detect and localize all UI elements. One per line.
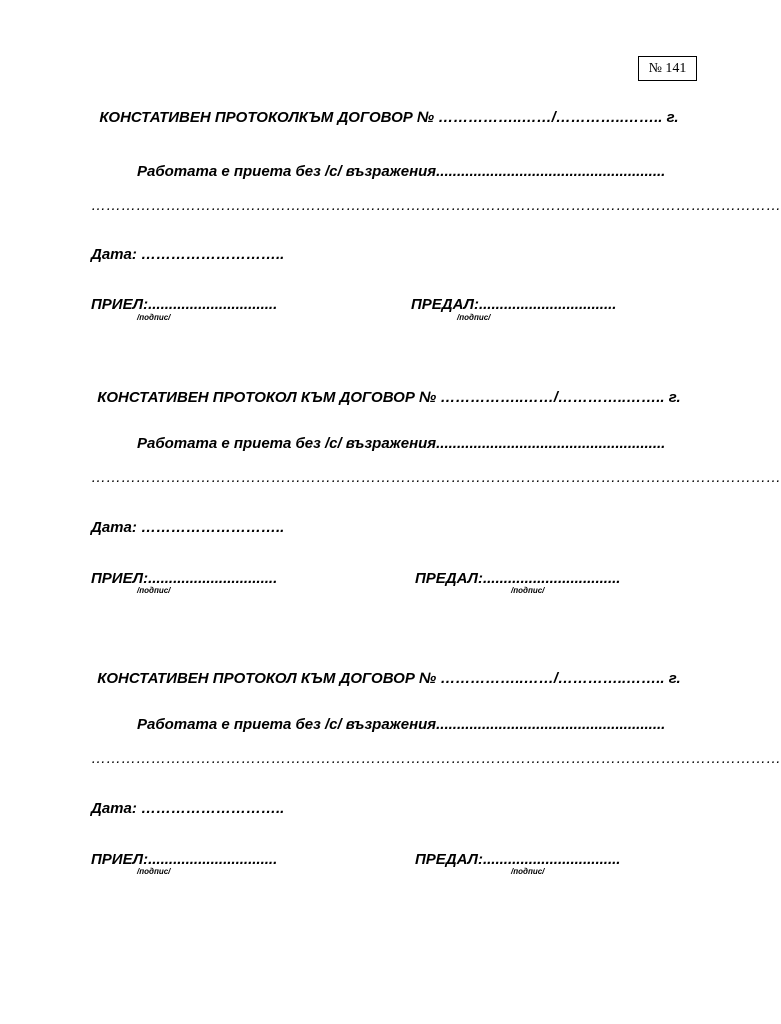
- protocol-1-work-line: Работата е приета без /с/ възражения.......................................................: [137, 163, 666, 180]
- protocol-2-date-line: Дата: ………………………..: [91, 519, 285, 536]
- protocol-3-date-line: Дата: ………………………..: [91, 800, 285, 817]
- document-number-box: № 141: [638, 56, 697, 81]
- protocol-2-dots-line: …………………………………………………………………………………………………………………………: [91, 469, 781, 486]
- protocol-1-dots-line: …………………………………………………………………………………………………………………………: [91, 197, 781, 214]
- protocol-1-accepted-signature-label: /подпис/: [137, 313, 171, 322]
- protocol-1-accepted-label: ПРИЕЛ:...............................: [91, 296, 278, 313]
- protocol-2-title: КОНСТАТИВЕН ПРОТОКОЛ КЪМ ДОГОВОР № ……………..……/…………..…….. г.: [97, 389, 681, 406]
- protocol-3-title: КОНСТАТИВЕН ПРОТОКОЛ КЪМ ДОГОВОР № ……………..……/…………..…….. г.: [97, 670, 681, 687]
- protocol-2-accepted-label: ПРИЕЛ:...............................: [91, 570, 278, 587]
- protocol-3-handed-label: ПРЕДАЛ:.................................: [415, 851, 621, 868]
- protocol-3-accepted-signature-label: /подпис/: [137, 867, 171, 876]
- protocol-3-accepted-label: ПРИЕЛ:...............................: [91, 851, 278, 868]
- protocol-1-date-line: Дата: ………………………..: [91, 246, 285, 263]
- protocol-1-title: КОНСТАТИВЕН ПРОТОКОЛКЪМ ДОГОВОР № ……………..……/…………..…….. г.: [99, 109, 679, 126]
- protocol-2-handed-label: ПРЕДАЛ:.................................: [415, 570, 621, 587]
- protocol-1-handed-signature-label: /подпис/: [457, 313, 491, 322]
- protocol-1-handed-label: ПРЕДАЛ:.................................: [411, 296, 617, 313]
- protocol-3-dots-line: …………………………………………………………………………………………………………………………: [91, 750, 781, 767]
- protocol-2-handed-signature-label: /подпис/: [511, 586, 545, 595]
- protocol-3-work-line: Работата е приета без /с/ възражения.......................................................: [137, 716, 666, 733]
- protocol-3-handed-signature-label: /подпис/: [511, 867, 545, 876]
- protocol-2-work-line: Работата е приета без /с/ възражения.......................................................: [137, 435, 666, 452]
- protocol-2-accepted-signature-label: /подпис/: [137, 586, 171, 595]
